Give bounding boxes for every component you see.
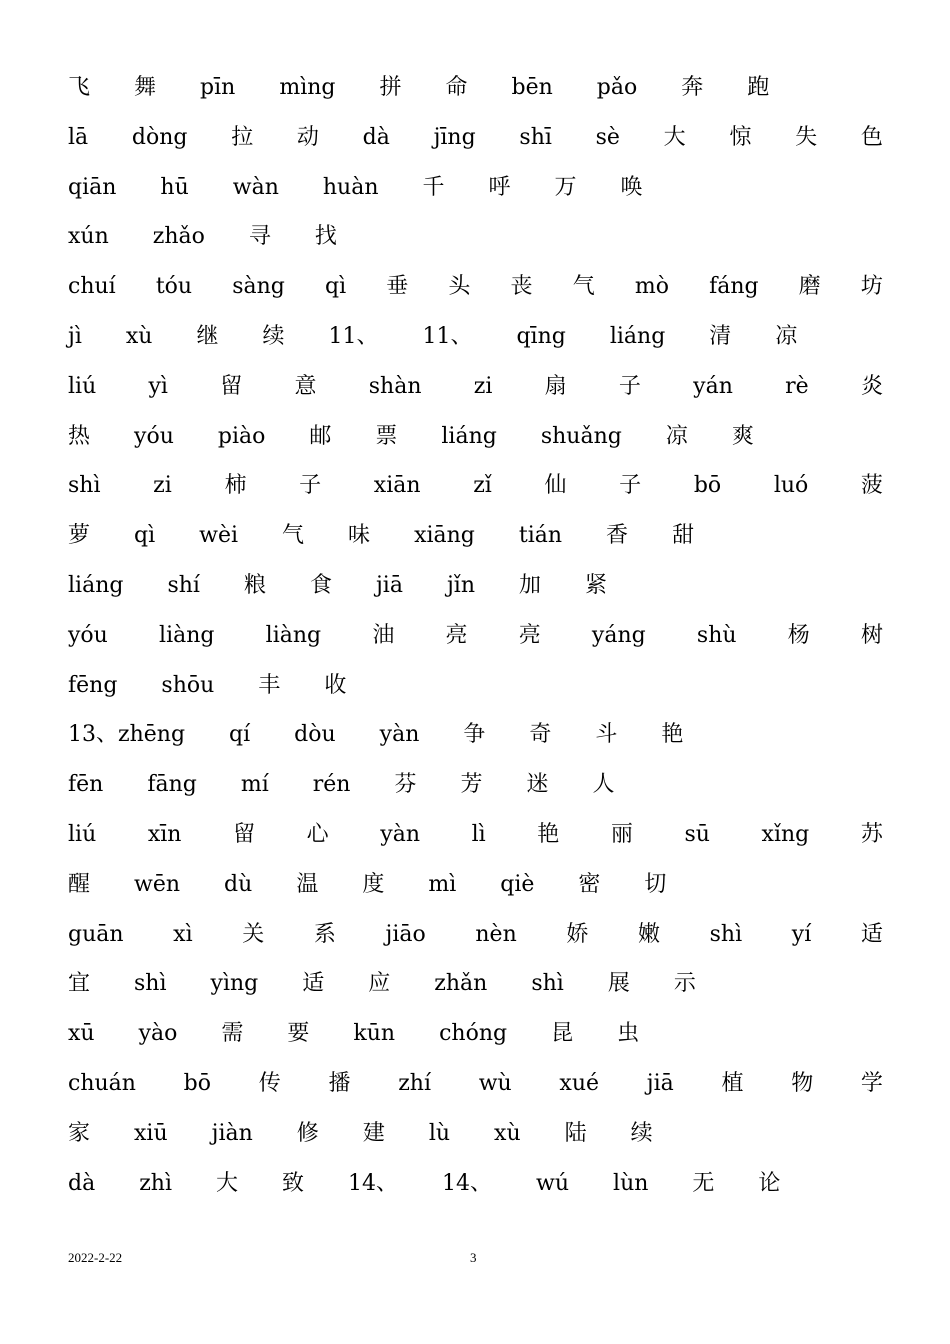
hanzi-token: 紧 xyxy=(585,573,608,598)
pinyin-token: jiāo xyxy=(385,922,426,947)
pinyin-token: luó xyxy=(773,473,809,498)
pinyin-token: nèn xyxy=(475,922,517,947)
hanzi-token: 昆 xyxy=(551,1021,574,1046)
hanzi-token: 油 xyxy=(372,623,395,648)
text-line xyxy=(68,820,883,850)
hanzi-token: 舞 xyxy=(134,75,157,100)
pinyin-token: liàng xyxy=(159,623,215,648)
pinyin-token: xù xyxy=(494,1121,521,1146)
pinyin-token: dòng xyxy=(131,125,188,150)
hanzi-token: 树 xyxy=(860,623,883,648)
pinyin-token: wàn xyxy=(232,175,279,200)
pinyin-token: yào xyxy=(138,1021,178,1046)
hanzi-token: 传 xyxy=(258,1071,281,1096)
pinyin-token: dòu xyxy=(294,722,336,747)
hanzi-token: 命 xyxy=(445,75,468,100)
pinyin-token: xì xyxy=(173,922,193,947)
pinyin-token: xún xyxy=(68,224,109,249)
pinyin-token: tóu xyxy=(155,274,193,299)
pinyin-token: hū xyxy=(160,175,189,200)
hanzi-token: 继 xyxy=(196,324,219,349)
pinyin-token: shì xyxy=(709,922,743,947)
text-line xyxy=(68,471,883,501)
hanzi-token: 仙 xyxy=(544,473,567,498)
hanzi-token: 密 xyxy=(578,872,601,897)
hanzi-token: 适 xyxy=(302,971,325,996)
pinyin-token: liáng xyxy=(441,424,497,449)
text-line xyxy=(68,123,883,153)
hanzi-token: 拉 xyxy=(231,125,254,150)
pinyin-token: shì xyxy=(531,971,564,996)
pinyin-token: mì xyxy=(428,872,457,897)
text-line xyxy=(68,920,883,950)
hanzi-token: 扇 xyxy=(544,374,567,399)
pinyin-token: huàn xyxy=(322,175,379,200)
hanzi-token: 致 xyxy=(282,1171,305,1196)
pinyin-token: bēn xyxy=(511,75,553,100)
pinyin-token: qiè xyxy=(500,872,535,897)
hanzi-token: 惊 xyxy=(729,125,752,150)
pinyin-token: yàn xyxy=(380,822,420,847)
hanzi-token: 丧 xyxy=(510,274,533,299)
pinyin-token: liú xyxy=(68,374,97,399)
hanzi-token: 植 xyxy=(721,1071,744,1096)
pinyin-token: dù xyxy=(224,872,253,897)
text-line xyxy=(68,1169,883,1199)
hanzi-token: 呼 xyxy=(488,175,511,200)
text-line xyxy=(68,521,883,551)
pinyin-token: fēn xyxy=(68,772,104,797)
hanzi-token: 留 xyxy=(233,822,256,847)
pinyin-token: zi xyxy=(473,374,493,399)
pinyin-token: mò xyxy=(634,274,669,299)
pinyin-token: wèi xyxy=(199,523,239,548)
text-line xyxy=(68,621,883,651)
pinyin-token: qīng xyxy=(516,324,566,349)
footer-date: 2022-2-22 xyxy=(68,1250,123,1265)
pinyin-token: jǐn xyxy=(446,573,475,598)
hanzi-token: 斗 xyxy=(595,722,618,747)
pinyin-token: shí xyxy=(167,573,200,598)
hanzi-token: 子 xyxy=(618,374,641,399)
pinyin-token: sàng xyxy=(232,274,285,299)
hanzi-token: 跑 xyxy=(747,75,770,100)
pinyin-token: xiāng xyxy=(414,523,475,548)
pinyin-token: yí xyxy=(791,922,812,947)
pinyin-token: pǎo xyxy=(596,75,638,100)
pinyin-token: liàng xyxy=(265,623,322,648)
hanzi-token: 凉 xyxy=(775,324,798,349)
pinyin-token: jì xyxy=(68,324,82,349)
hanzi-token: 艳 xyxy=(537,822,560,847)
hanzi-token: 切 xyxy=(644,872,667,897)
pinyin-token: shì xyxy=(134,971,167,996)
pinyin-token: jīng xyxy=(433,125,476,150)
pinyin-token: qì xyxy=(134,523,156,548)
hanzi-token: 萝 xyxy=(68,523,91,548)
hanzi-token: 头 xyxy=(448,274,471,299)
pinyin-token: lì xyxy=(471,822,486,847)
pinyin-token: liáng xyxy=(609,324,666,349)
pinyin-token: piào xyxy=(217,424,266,449)
pinyin-token: qí xyxy=(229,722,251,747)
pinyin-token: xū xyxy=(68,1021,95,1046)
hanzi-token: 无 xyxy=(692,1171,715,1196)
pinyin-token: xīn xyxy=(147,822,182,847)
text-line xyxy=(68,870,883,900)
hanzi-token: 色 xyxy=(860,125,883,150)
pinyin-token: chuí xyxy=(68,274,116,299)
hanzi-token: 大 xyxy=(663,125,686,150)
pinyin-token: wú xyxy=(536,1171,570,1196)
hanzi-token: 意 xyxy=(294,374,317,399)
hanzi-token: 修 xyxy=(296,1121,319,1146)
pinyin-token: lā xyxy=(68,125,89,150)
pinyin-token: rén xyxy=(312,772,351,797)
hanzi-token: 学 xyxy=(860,1071,883,1096)
hanzi-token: 拼 xyxy=(379,75,402,100)
hanzi-token: 心 xyxy=(306,822,329,847)
page-number: 3 xyxy=(470,1250,477,1265)
hanzi-token: 奔 xyxy=(681,75,704,100)
text-line xyxy=(68,1069,883,1099)
pinyin-token: dà xyxy=(362,125,390,150)
pinyin-token: jiàn xyxy=(211,1121,253,1146)
hanzi-token: 甜 xyxy=(672,523,695,548)
pinyin-token: rè xyxy=(785,374,809,399)
hanzi-token: 苏 xyxy=(860,822,883,847)
hanzi-token: 嫩 xyxy=(638,922,661,947)
pinyin-token: fáng xyxy=(709,274,759,299)
hanzi-token: 11、 xyxy=(328,324,379,349)
hanzi-token: 芳 xyxy=(460,772,483,797)
hanzi-token: 气 xyxy=(572,274,595,299)
pinyin-token: mí xyxy=(240,772,269,797)
pinyin-token: lùn xyxy=(613,1171,649,1196)
hanzi-token: 留 xyxy=(220,374,243,399)
hanzi-token: 续 xyxy=(262,324,285,349)
hanzi-token: 子 xyxy=(619,473,642,498)
hanzi-token: 丰 xyxy=(258,673,281,698)
hanzi-token: 炎 xyxy=(860,374,883,399)
pinyin-token: guān xyxy=(68,922,124,947)
hanzi-token: 虫 xyxy=(617,1021,640,1046)
pinyin-token: shù xyxy=(696,623,737,648)
pinyin-token: bō xyxy=(183,1071,211,1096)
hanzi-token: 示 xyxy=(673,971,696,996)
hanzi-token: 迷 xyxy=(526,772,549,797)
hanzi-token: 味 xyxy=(348,523,371,548)
pinyin-token: zhì xyxy=(139,1171,172,1196)
hanzi-token: 关 xyxy=(242,922,265,947)
hanzi-token: 温 xyxy=(296,872,319,897)
text-line xyxy=(68,322,883,352)
hanzi-token: 争 xyxy=(463,722,486,747)
hanzi-token: 凉 xyxy=(665,424,688,449)
hanzi-token: 奇 xyxy=(529,722,552,747)
text-line xyxy=(68,671,883,701)
hanzi-token: 千 xyxy=(422,175,445,200)
hanzi-token: 续 xyxy=(630,1121,653,1146)
hanzi-token: 娇 xyxy=(566,922,589,947)
pinyin-token: tián xyxy=(518,523,563,548)
hanzi-token: 物 xyxy=(791,1071,814,1096)
hanzi-token: 适 xyxy=(860,922,883,947)
text-line xyxy=(68,770,883,800)
hanzi-token: 飞 xyxy=(68,75,91,100)
text-line xyxy=(68,222,883,252)
pinyin-token: qì xyxy=(325,274,347,299)
pinyin-token: yóu xyxy=(68,623,108,648)
hanzi-token: 气 xyxy=(282,523,305,548)
pinyin-token: yìng xyxy=(210,971,259,996)
hanzi-token: 万 xyxy=(554,175,577,200)
hanzi-token: 食 xyxy=(309,573,332,598)
pinyin-token: liú xyxy=(68,822,97,847)
pinyin-token: jiā xyxy=(646,1071,674,1096)
hanzi-token: 坊 xyxy=(860,274,883,299)
pinyin-token: lù xyxy=(428,1121,451,1146)
hanzi-token: 人 xyxy=(592,772,615,797)
hanzi-token: 度 xyxy=(362,872,385,897)
hanzi-token: 唤 xyxy=(620,175,643,200)
text-line xyxy=(68,1019,883,1049)
pinyin-token: shuǎng xyxy=(540,424,622,449)
hanzi-token: 杨 xyxy=(787,623,810,648)
hanzi-token: 建 xyxy=(362,1121,385,1146)
hanzi-token: 需 xyxy=(221,1021,244,1046)
hanzi-token: 14、 xyxy=(442,1171,493,1196)
hanzi-token: 大 xyxy=(216,1171,239,1196)
pinyin-token: mìng xyxy=(279,75,336,100)
hanzi-token: 14、 xyxy=(348,1171,399,1196)
pinyin-token: shì xyxy=(68,473,101,498)
pinyin-token: chuán xyxy=(68,1071,136,1096)
pinyin-token: shàn xyxy=(368,374,422,399)
hanzi-token: 加 xyxy=(519,573,542,598)
pinyin-token: wēn xyxy=(134,872,181,897)
pinyin-token: shōu xyxy=(161,673,215,698)
hanzi-token: 寻 xyxy=(248,224,271,249)
hanzi-token: 论 xyxy=(758,1171,781,1196)
hanzi-token: 播 xyxy=(328,1071,351,1096)
text-line xyxy=(68,1119,883,1149)
text-line xyxy=(68,720,883,750)
pinyin-token: fēng xyxy=(68,673,118,698)
hanzi-token: 磨 xyxy=(798,274,821,299)
pinyin-token: zhí xyxy=(398,1071,431,1096)
hanzi-token: 亮 xyxy=(445,623,468,648)
hanzi-token: 芬 xyxy=(394,772,417,797)
pinyin-token: yán xyxy=(693,374,733,399)
hanzi-token: 热 xyxy=(68,424,91,449)
pinyin-token: sū xyxy=(684,822,710,847)
hanzi-token: 11、 xyxy=(422,324,473,349)
pinyin-token: chóng xyxy=(439,1021,508,1046)
pinyin-token: pīn xyxy=(200,75,236,100)
hanzi-token: 艳 xyxy=(661,722,684,747)
text-line xyxy=(68,422,883,452)
pinyin-token: zǐ xyxy=(473,473,492,498)
pinyin-token: 13、zhēng xyxy=(68,722,186,747)
hanzi-token: 找 xyxy=(314,224,337,249)
hanzi-token: 亮 xyxy=(518,623,541,648)
hanzi-token: 柿 xyxy=(224,473,247,498)
pinyin-token: xiū xyxy=(134,1121,168,1146)
pinyin-token: xiān xyxy=(373,473,421,498)
hanzi-token: 子 xyxy=(299,473,322,498)
pinyin-token: yáng xyxy=(591,623,646,648)
hanzi-token: 动 xyxy=(296,125,319,150)
pinyin-token: zi xyxy=(153,473,172,498)
pinyin-token: xù xyxy=(125,324,153,349)
pinyin-token: sè xyxy=(595,125,620,150)
hanzi-token: 系 xyxy=(313,922,336,947)
pinyin-token: jiā xyxy=(375,573,403,598)
hanzi-token: 宜 xyxy=(68,971,91,996)
pinyin-token: yóu xyxy=(134,424,174,449)
hanzi-token: 垂 xyxy=(386,274,409,299)
text-line xyxy=(68,272,883,302)
hanzi-token: 菠 xyxy=(860,473,883,498)
hanzi-token: 丽 xyxy=(610,822,633,847)
pinyin-token: kūn xyxy=(353,1021,396,1046)
pinyin-token: wù xyxy=(478,1071,512,1096)
hanzi-token: 爽 xyxy=(731,424,754,449)
pinyin-token: yì xyxy=(148,374,168,399)
pinyin-token: dà xyxy=(68,1171,96,1196)
hanzi-token: 失 xyxy=(795,125,818,150)
pinyin-token: xué xyxy=(559,1071,600,1096)
hanzi-token: 粮 xyxy=(243,573,266,598)
pinyin-token: yàn xyxy=(379,722,420,747)
pinyin-token: bō xyxy=(693,473,722,498)
text-line xyxy=(68,73,883,103)
pinyin-token: xǐng xyxy=(761,822,810,847)
pinyin-token: zhǎo xyxy=(152,224,205,249)
hanzi-token: 邮 xyxy=(309,424,332,449)
pinyin-token: shī xyxy=(519,125,552,150)
pinyin-token: liáng xyxy=(68,573,124,598)
hanzi-token: 收 xyxy=(324,673,347,698)
text-line xyxy=(68,969,883,999)
hanzi-token: 要 xyxy=(287,1021,310,1046)
hanzi-token: 醒 xyxy=(68,872,91,897)
hanzi-token: 陆 xyxy=(564,1121,587,1146)
text-line xyxy=(68,173,883,203)
pinyin-token: fāng xyxy=(147,772,197,797)
hanzi-token: 家 xyxy=(68,1121,91,1146)
text-line xyxy=(68,372,883,402)
pinyin-token: zhǎn xyxy=(434,971,488,996)
hanzi-token: 香 xyxy=(606,523,629,548)
pinyin-token: qiān xyxy=(68,175,117,200)
hanzi-token: 清 xyxy=(709,324,732,349)
hanzi-token: 票 xyxy=(375,424,398,449)
hanzi-token: 展 xyxy=(607,971,630,996)
hanzi-token: 应 xyxy=(368,971,391,996)
text-line xyxy=(68,571,883,601)
